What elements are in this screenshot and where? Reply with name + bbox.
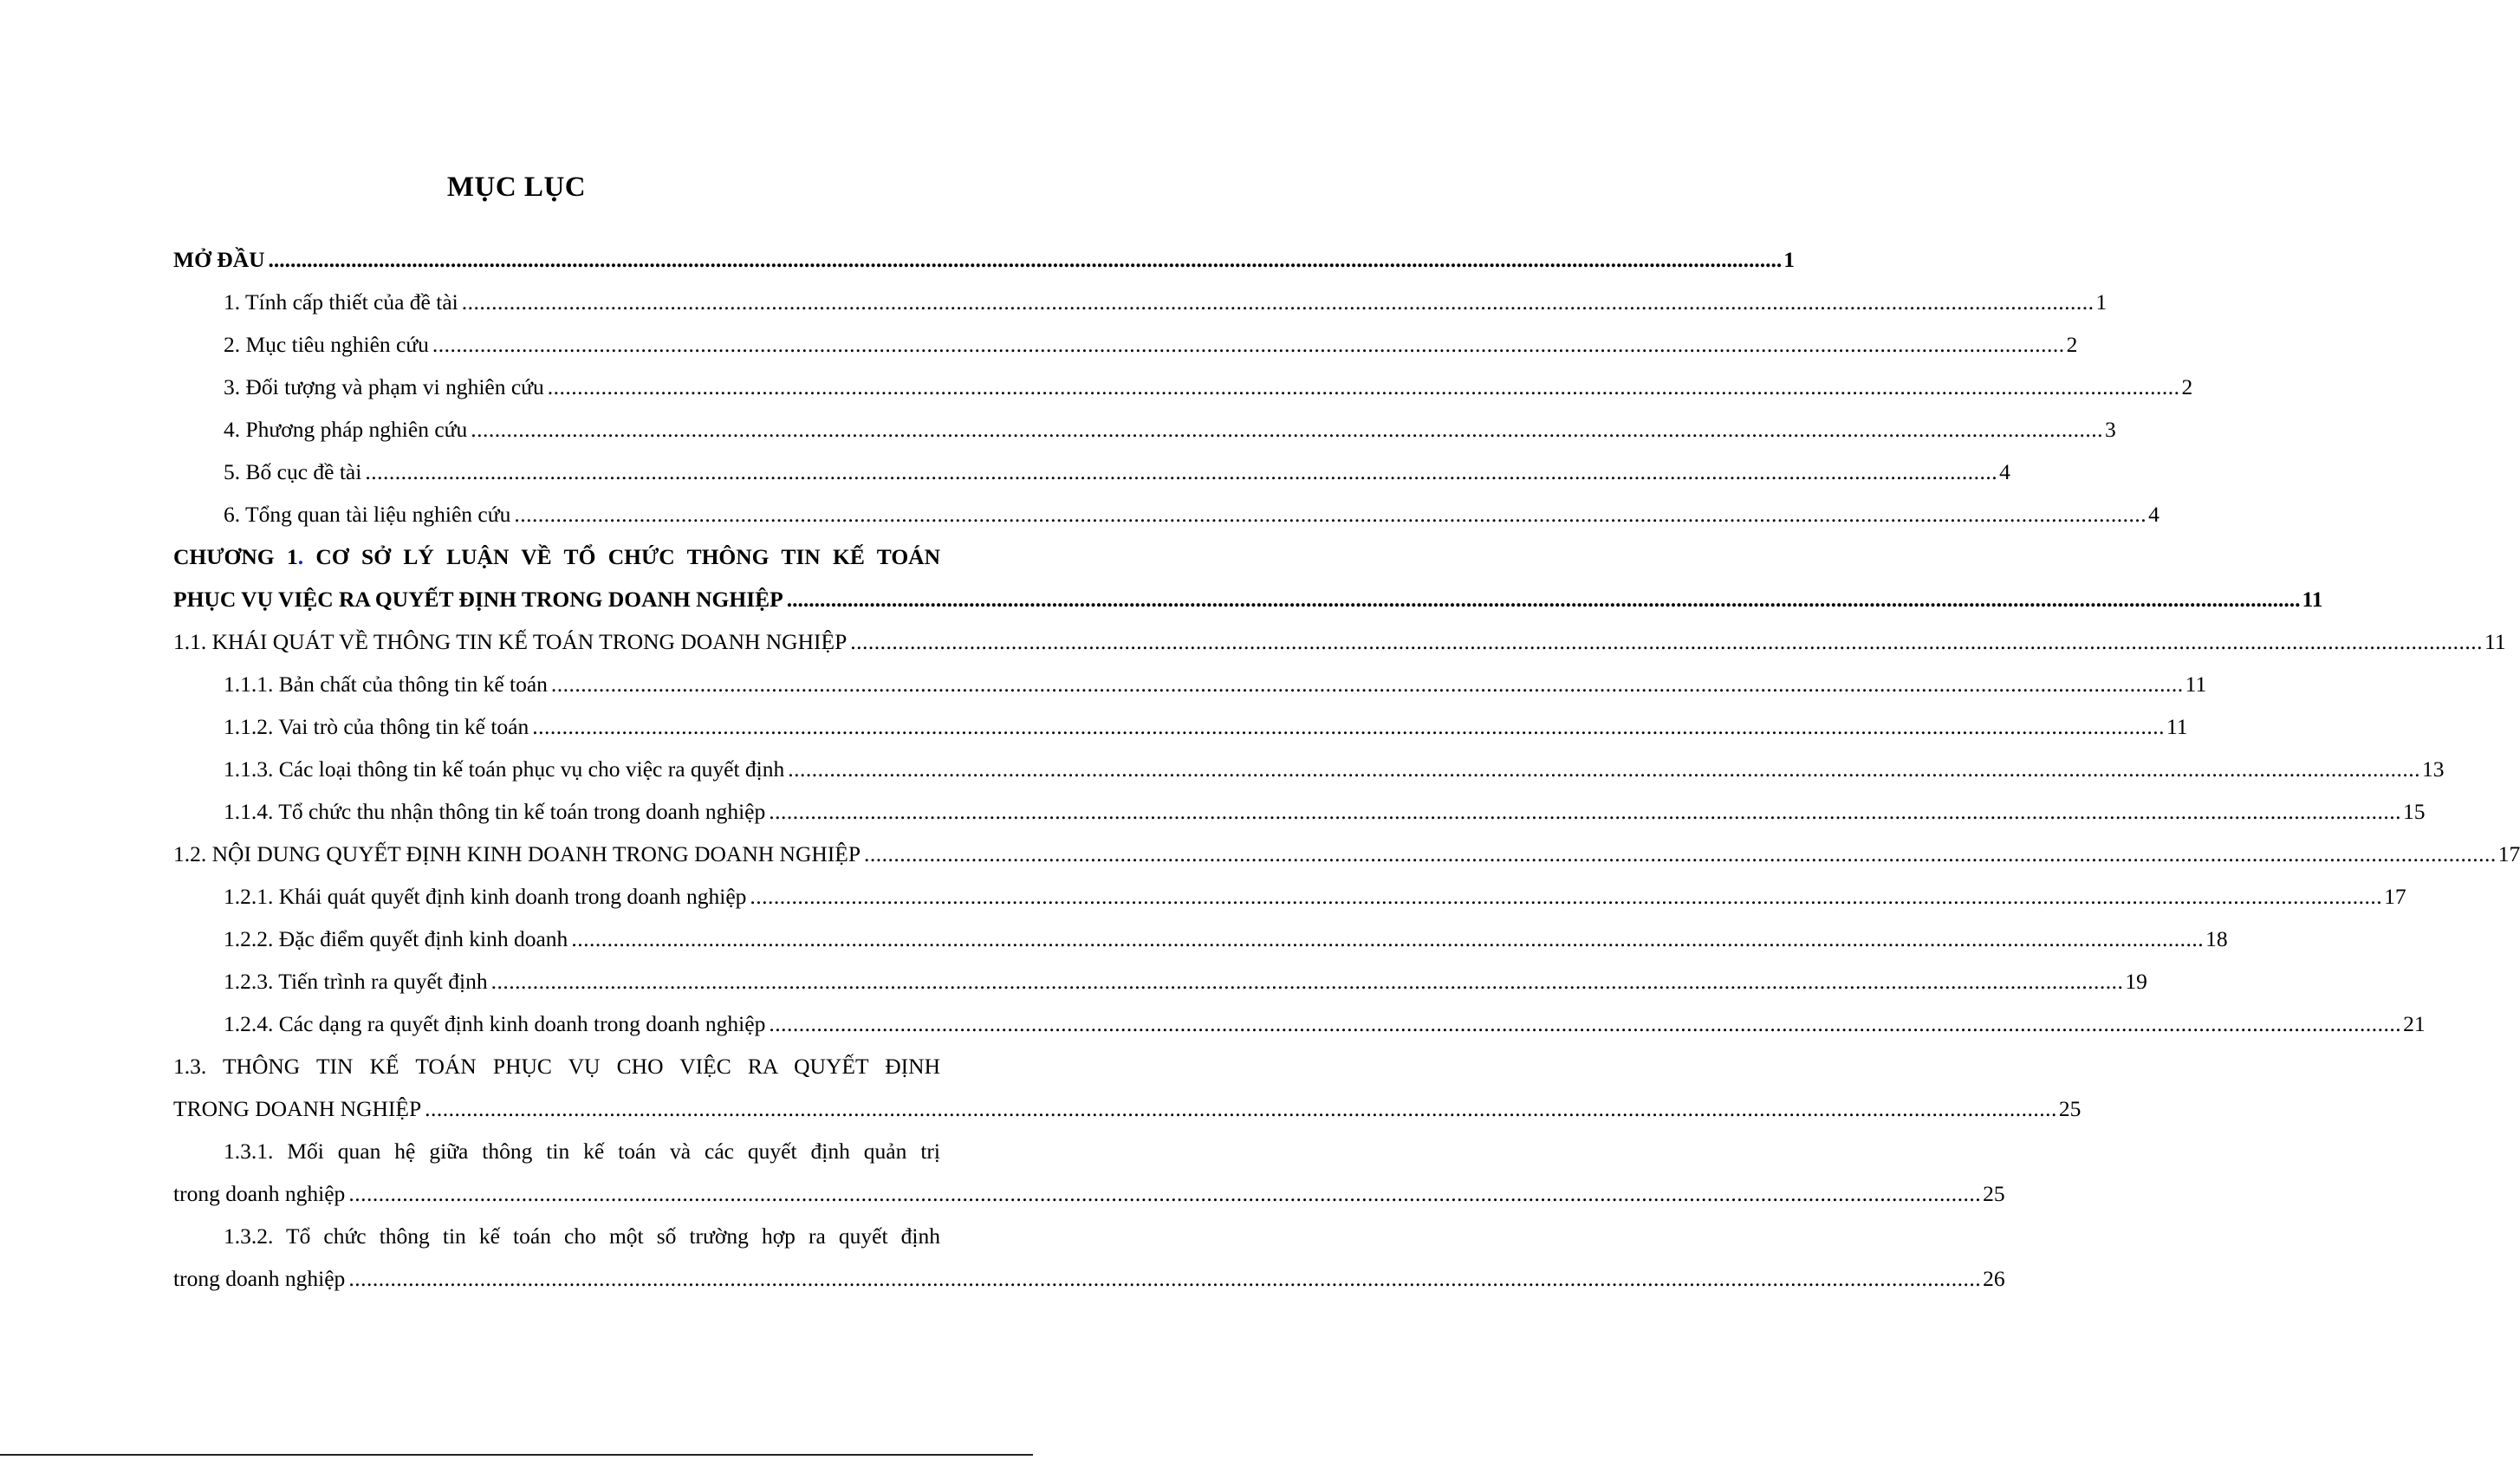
toc-leader-dots: ..................................................................................................................................................................................................................................................................................: [788, 756, 2421, 782]
toc-subsection[interactable]: [173, 745, 2445, 788]
toc-chapter-heading-cont[interactable]: [173, 575, 2323, 618]
toc-entry-text: MỞ ĐẦU: [173, 247, 265, 272]
toc-leader-dots: ..................................................................................................................................................................................................................................................................................: [571, 926, 2205, 951]
table-of-contents: [173, 239, 2520, 1297]
toc-page-number: 19: [2125, 969, 2147, 994]
toc-entry-text: PHỤC VỤ VIỆC RA QUYẾT ĐỊNH TRONG DOANH NGHIỆP: [173, 587, 783, 612]
toc-entry-text: 4. Phương pháp nghiên cứu: [224, 417, 468, 442]
toc-entry[interactable]: [173, 490, 2160, 533]
toc-subsection[interactable]: [173, 788, 2426, 830]
toc-page-number: 11: [2302, 587, 2323, 612]
toc-entry-text: 1.2.1. Khái quát quyết định kinh doanh trong doanh nghiệp: [224, 884, 747, 909]
toc-leader-dots: ..................................................................................................................................................................................................................................................................................: [432, 332, 2065, 357]
toc-subsection-cont[interactable]: [173, 1255, 2005, 1297]
toc-leader-dots: ..................................................................................................................................................................................................................................................................................: [268, 247, 1783, 272]
toc-page-number: 1: [1783, 247, 1796, 272]
toc-leader-dots: ..................................................................................................................................................................................................................................................................................: [514, 502, 2147, 527]
toc-page-number: 2: [2181, 374, 2193, 399]
toc-page-number: 17: [2497, 841, 2520, 866]
toc-section[interactable]: [173, 830, 2520, 873]
toc-leader-dots: ..................................................................................................................................................................................................................................................................................: [348, 1266, 1982, 1291]
toc-page-number: 11: [2185, 672, 2207, 697]
toc-leader-dots: ..................................................................................................................................................................................................................................................................................: [532, 714, 2165, 739]
toc-entry-text: 1. Tính cấp thiết của đề tài: [224, 289, 458, 315]
toc-leader-dots: ..................................................................................................................................................................................................................................................................................: [850, 629, 2484, 654]
toc-subsection[interactable]: [173, 1127, 940, 1170]
toc-chapter-heading[interactable]: [173, 533, 940, 575]
toc-subsection[interactable]: [173, 873, 2406, 915]
toc-leader-dots: ..................................................................................................................................................................................................................................................................................: [769, 1011, 2402, 1036]
toc-page-number: 4: [2148, 502, 2160, 527]
toc-page-number: 2: [2066, 332, 2078, 357]
toc-leader-dots: ..................................................................................................................................................................................................................................................................................: [490, 969, 2124, 994]
toc-section[interactable]: [173, 1042, 940, 1085]
toc-entry[interactable]: [173, 278, 2108, 321]
toc-entry-text: 1.3.2. Tổ chức thông tin kế toán cho một số trường hợp ra quyết định: [224, 1223, 940, 1249]
toc-subsection[interactable]: [173, 915, 2228, 957]
toc-entry-text: 6. Tổng quan tài liệu nghiên cứu: [224, 502, 511, 527]
toc-page-number: 3: [2104, 417, 2116, 442]
toc-page-number: 25: [1983, 1181, 2005, 1206]
toc-subsection[interactable]: [173, 703, 2188, 745]
toc-leader-dots: ..................................................................................................................................................................................................................................................................................: [786, 587, 2301, 612]
chapter-title: CƠ SỞ LÝ LUẬN VỀ TỔ CHỨC THÔNG TIN KẾ TOÁN: [303, 544, 940, 569]
toc-entry-text: 1.2.3. Tiến trình ra quyết định: [224, 969, 488, 994]
toc-entry-text: 1.2. NỘI DUNG QUYẾT ĐỊNH KINH DOANH TRONG DOANH NGHIỆP: [173, 841, 861, 866]
toc-page-number: 13: [2422, 756, 2445, 782]
toc-page-number: 1: [2095, 289, 2108, 315]
toc-leader-dots: ..................................................................................................................................................................................................................................................................................: [425, 1096, 2057, 1121]
toc-entry-mo-dau[interactable]: [173, 239, 1796, 278]
toc-entry-text: 1.1. KHÁI QUÁT VỀ THÔNG TIN KẾ TOÁN TRONG DOANH NGHIỆP: [173, 629, 848, 654]
toc-title: MỤC LỤC: [446, 172, 587, 203]
toc-entry-text: trong doanh nghiệp: [173, 1181, 346, 1206]
toc-entry-text: 3. Đối tượng và phạm vi nghiên cứu: [224, 374, 544, 399]
toc-subsection[interactable]: [173, 1000, 2426, 1042]
toc-entry-text: 5. Bố cục đề tài: [224, 459, 362, 484]
toc-page-number: 26: [1983, 1266, 2005, 1291]
toc-section[interactable]: [173, 618, 2506, 660]
toc-entry-text: 1.3. THÔNG TIN KẾ TOÁN PHỤC VỤ CHO VIỆC RA QUYẾT ĐỊNH: [173, 1054, 940, 1079]
toc-subsection[interactable]: [173, 660, 2207, 703]
toc-entry[interactable]: [173, 363, 2193, 406]
toc-entry[interactable]: [173, 406, 2116, 448]
toc-entry-text: 1.1.1. Bản chất của thông tin kế toán: [224, 672, 548, 697]
toc-entry-text: 1.1.2. Vai trò của thông tin kế toán: [224, 714, 529, 739]
toc-page-number: 18: [2205, 926, 2228, 951]
toc-leader-dots: ..................................................................................................................................................................................................................................................................................: [769, 799, 2401, 824]
toc-entry-text: 1.2.2. Đặc điểm quyết định kinh doanh: [224, 926, 568, 951]
toc-entry-text: 1.2.4. Các dạng ra quyết định kinh doanh trong doanh nghiệp: [224, 1011, 766, 1036]
toc-subsection[interactable]: [173, 1212, 940, 1255]
toc-page-number: 17: [2384, 884, 2406, 909]
toc-subsection[interactable]: [173, 957, 2147, 1000]
toc-entry-text: 1.1.3. Các loại thông tin kế toán phục vụ cho việc ra quyết định: [224, 756, 785, 782]
chapter-dot: .: [297, 544, 304, 569]
toc-leader-dots: ..................................................................................................................................................................................................................................................................................: [550, 672, 2184, 697]
toc-entry-text: TRONG DOANH NGHIỆP: [173, 1096, 422, 1121]
toc-page-number: 25: [2058, 1096, 2082, 1121]
toc-leader-dots: ..................................................................................................................................................................................................................................................................................: [471, 417, 2103, 442]
toc-entry-text: 1.1.4. Tổ chức thu nhận thông tin kế toán trong doanh nghiệp: [224, 799, 766, 824]
toc-entry-text: 2. Mục tiêu nghiên cứu: [224, 332, 429, 357]
toc-page-number: 11: [2484, 629, 2506, 654]
toc-page-number: 21: [2403, 1011, 2426, 1036]
toc-leader-dots: ..................................................................................................................................................................................................................................................................................: [461, 289, 2095, 315]
toc-page-number: 15: [2403, 799, 2426, 824]
chapter-label: CHƯƠNG 1: [173, 544, 298, 569]
toc-entry-text: 1.3.1. Mối quan hệ giữa thông tin kế toán và các quyết định quản trị: [224, 1139, 940, 1164]
toc-entry[interactable]: [173, 448, 2010, 490]
toc-entry[interactable]: [173, 321, 2078, 363]
toc-leader-dots: ..................................................................................................................................................................................................................................................................................: [750, 884, 2383, 909]
toc-entry-text: trong doanh nghiệp: [173, 1266, 346, 1291]
toc-leader-dots: ..................................................................................................................................................................................................................................................................................: [348, 1181, 1982, 1206]
toc-subsection-cont[interactable]: [173, 1170, 2005, 1212]
page-bottom-border: [0, 1454, 1033, 1456]
toc-leader-dots: ..................................................................................................................................................................................................................................................................................: [864, 841, 2497, 866]
toc-section-cont[interactable]: [173, 1085, 2082, 1127]
toc-leader-dots: ..................................................................................................................................................................................................................................................................................: [547, 374, 2180, 399]
toc-leader-dots: ..................................................................................................................................................................................................................................................................................: [365, 459, 1998, 484]
toc-page-number: 4: [1999, 459, 2010, 484]
toc-page-number: 11: [2166, 714, 2188, 739]
